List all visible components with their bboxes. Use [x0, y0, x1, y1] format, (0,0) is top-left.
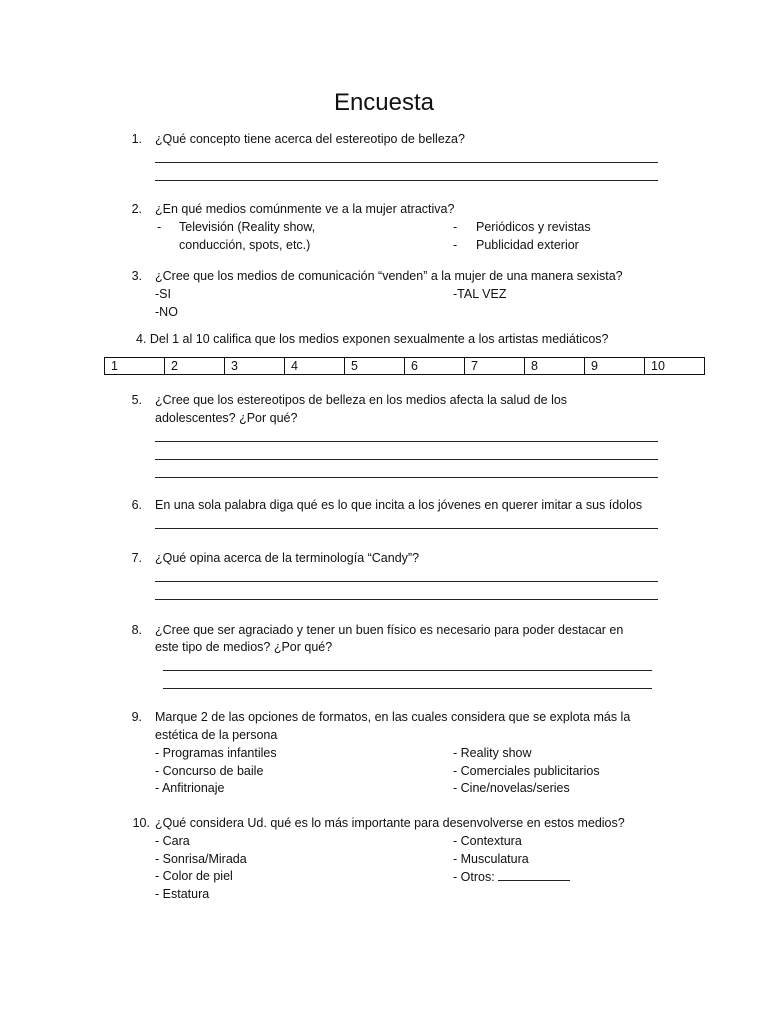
option-comerciales[interactable]: - Comerciales publicitarios — [453, 764, 600, 778]
option-no[interactable]: -NO — [155, 305, 178, 319]
option-cara[interactable]: - Cara — [155, 834, 190, 848]
option-cine-novelas-series[interactable]: - Cine/novelas/series — [453, 781, 570, 795]
dash-marker: - — [453, 238, 458, 252]
answer-line[interactable] — [155, 581, 658, 582]
answer-line[interactable] — [155, 459, 658, 460]
question-9-text: Marque 2 de las opciones de formatos, en las cuales considera que se explota más la — [155, 710, 631, 724]
answer-line[interactable] — [155, 162, 658, 163]
option-periodicos: Periódicos y revistas — [476, 220, 591, 234]
question-2-number: 2. — [131, 202, 142, 216]
rating-cell[interactable]: 4 — [285, 358, 345, 375]
answer-line[interactable] — [155, 528, 658, 529]
question-9-text-cont: estética de la persona — [155, 728, 278, 742]
rating-cell[interactable]: 8 — [525, 358, 585, 375]
question-7-number: 7. — [131, 551, 142, 565]
question-8-text: ¿Cree que ser agraciado y tener un buen físico es necesario para poder destacar en — [155, 623, 624, 637]
rating-cell[interactable]: 3 — [225, 358, 285, 375]
question-6-number: 6. — [131, 498, 142, 512]
option-contextura[interactable]: - Contextura — [453, 834, 522, 848]
question-10-number: 10. — [132, 816, 150, 830]
dash-marker: - — [157, 220, 162, 234]
option-anfitrionaje[interactable]: - Anfitrionaje — [155, 781, 225, 795]
option-estatura[interactable]: - Estatura — [155, 887, 210, 901]
answer-line[interactable] — [163, 688, 652, 689]
answer-line[interactable] — [155, 477, 658, 478]
answer-line[interactable] — [155, 441, 658, 442]
option-color-de-piel[interactable]: - Color de piel — [155, 869, 233, 883]
rating-cell[interactable]: 10 — [645, 358, 705, 375]
option-musculatura[interactable]: - Musculatura — [453, 852, 529, 866]
option-concurso-de-baile[interactable]: - Concurso de baile — [155, 764, 264, 778]
question-5-text: ¿Cree que los estereotipos de belleza en los medios afecta la salud de los — [155, 393, 568, 407]
question-1-number: 1. — [131, 132, 142, 146]
question-7-text: ¿Qué opina acerca de la terminología “Candy”? — [155, 551, 420, 565]
rating-cell[interactable]: 5 — [345, 358, 405, 375]
question-1-text: ¿Qué concepto tiene acerca del estereotipo de belleza? — [155, 132, 465, 146]
question-6-text: En una sola palabra diga qué es lo que incita a los jóvenes en querer imitar a sus ídolos — [155, 498, 643, 512]
rating-scale — [104, 357, 705, 375]
question-10-text: ¿Qué considera Ud. qué es lo más importante para desenvolverse en estos medios? — [155, 816, 625, 830]
page-title: Encuesta — [333, 89, 435, 116]
question-8-number: 8. — [131, 623, 142, 637]
option-publicidad: Publicidad exterior — [476, 238, 579, 252]
option-otros-label: - Otros: — [453, 870, 495, 884]
option-si[interactable]: -SI — [155, 287, 171, 301]
answer-line[interactable] — [155, 180, 658, 181]
option-otros[interactable] — [453, 868, 570, 886]
option-television-cont: conducción, spots, etc.) — [179, 238, 311, 252]
option-television: Televisión (Reality show, — [179, 220, 316, 234]
question-5-text-cont: adolescentes? ¿Por qué? — [155, 411, 298, 425]
otros-answer-line[interactable] — [498, 868, 570, 881]
option-tal-vez[interactable]: -TAL VEZ — [453, 287, 507, 301]
answer-line[interactable] — [163, 670, 652, 671]
rating-cell[interactable]: 2 — [165, 358, 225, 375]
question-4-text: 4. Del 1 al 10 califica que los medios exponen sexualmente a los artistas mediáticos? — [136, 332, 609, 346]
option-sonrisa-mirada[interactable]: - Sonrisa/Mirada — [155, 852, 247, 866]
dash-marker: - — [453, 220, 458, 234]
answer-line[interactable] — [155, 599, 658, 600]
question-8-text-cont: este tipo de medios? ¿Por qué? — [155, 640, 333, 654]
question-3-number: 3. — [131, 269, 142, 283]
rating-cell[interactable]: 1 — [105, 358, 165, 375]
rating-cell[interactable]: 9 — [585, 358, 645, 375]
question-2-text: ¿En qué medios comúnmente ve a la mujer atractiva? — [155, 202, 455, 216]
option-reality-show[interactable]: - Reality show — [453, 746, 532, 760]
question-5-number: 5. — [131, 393, 142, 407]
option-programas-infantiles[interactable]: - Programas infantiles — [155, 746, 277, 760]
question-3-text: ¿Cree que los medios de comunicación “venden” a la mujer de una manera sexista? — [155, 269, 623, 283]
rating-cell[interactable]: 7 — [465, 358, 525, 375]
rating-cell[interactable]: 6 — [405, 358, 465, 375]
question-9-number: 9. — [131, 710, 142, 724]
